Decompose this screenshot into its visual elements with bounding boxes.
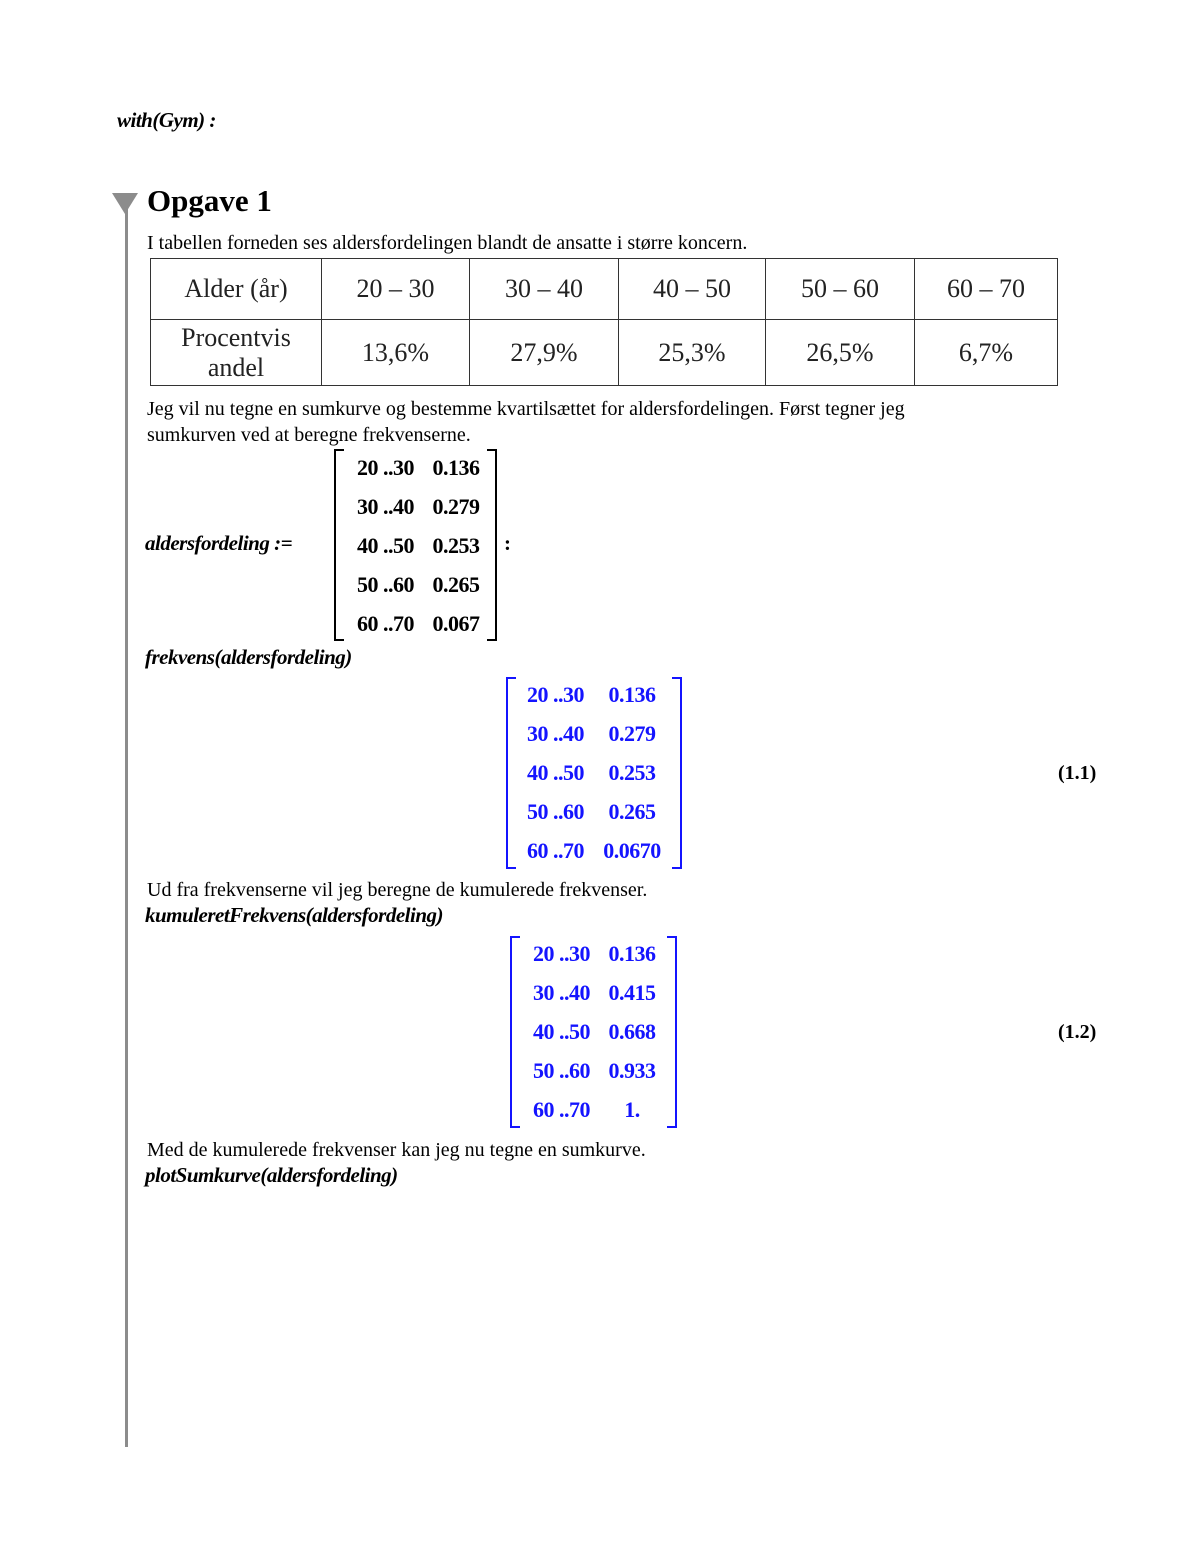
equation-label: (1.2) [1058,1021,1097,1043]
assignment-lhs[interactable]: aldersfordeling := [145,531,293,555]
assignment-terminator: : [504,531,511,555]
matrix-interval: 40 ..50 [527,760,584,785]
matrix-interval: 40 ..50 [357,533,414,558]
matrix-value: 0.253 [608,760,656,785]
matrix-interval: 60 ..70 [527,838,584,863]
matrix-value: 0.668 [608,1019,656,1044]
table-header-share-line2: andel [207,352,265,382]
table-cell-share: 27,9% [470,320,619,386]
matrix-value: 0.265 [432,572,480,597]
table-cell-share: 26,5% [766,320,915,386]
matrix-value: 0.415 [608,980,656,1005]
table-row-age [151,259,1058,320]
matrix-interval: 20 ..30 [533,941,590,966]
table-cell-range: 50 – 60 [766,259,915,320]
matrix-value: 0.136 [608,941,656,966]
input-matrix[interactable] [334,449,497,641]
frekvens-command[interactable]: frekvens(aldersfordeling) [145,645,352,669]
intro-text: I tabellen forneden ses aldersfordelingen blandt de ansatte i større koncern. [147,232,748,254]
output-matrix-kumuleret [510,936,677,1128]
matrix-interval: 20 ..30 [527,682,584,707]
section-title: Opgave 1 [147,183,272,218]
table-cell-share: 6,7% [915,320,1058,386]
paragraph-2: Ud fra frekvenserne vil jeg beregne de kumulerede frekvenser. [147,879,648,901]
matrix-interval: 20 ..30 [357,455,414,480]
matrix-interval: 30 ..40 [357,494,414,519]
table-header-age: Alder (år) [151,259,322,320]
equation-label: (1.1) [1058,762,1097,784]
table-cell-range: 30 – 40 [470,259,619,320]
paragraph-3: Med de kumulerede frekvenser kan jeg nu tegne en sumkurve. [147,1139,646,1161]
section-bracket-line [125,200,128,1447]
table-cell-share: 13,6% [322,320,470,386]
matrix-right-bracket [672,677,682,869]
matrix-value: 0.0670 [603,838,661,863]
table-cell-range: 20 – 30 [322,259,470,320]
matrix-right-bracket [667,936,677,1128]
matrix-interval: 40 ..50 [533,1019,590,1044]
matrix-value: 0.279 [608,721,656,746]
age-distribution-table [150,258,1058,386]
matrix-interval: 30 ..40 [527,721,584,746]
matrix-interval: 60 ..70 [357,611,414,636]
output-matrix-frekvens [506,677,682,869]
paragraph-1-line-1: Jeg vil nu tegne en sumkurve og bestemme kvartilsættet for aldersfordelingen. Først tegner jeg [147,398,905,420]
kumuleret-frekvens-command[interactable]: kumuleretFrekvens(aldersfordeling) [145,903,443,927]
matrix-interval: 50 ..60 [357,572,414,597]
with-gym-command[interactable]: with(Gym) : [117,108,216,132]
table-cell-range: 60 – 70 [915,259,1058,320]
table-cell-share: 25,3% [619,320,766,386]
paragraph-1-line-2: sumkurven ved at beregne frekvenserne. [147,424,471,446]
matrix-interval: 50 ..60 [533,1058,590,1083]
table-header-share-line1: Procentvis [181,322,291,352]
matrix-interval: 30 ..40 [533,980,590,1005]
table-row-share [151,320,1058,386]
matrix-value: 0.067 [432,611,480,636]
matrix-value: 0.265 [608,799,656,824]
plot-sumkurve-command[interactable]: plotSumkurve(aldersfordeling) [145,1163,398,1187]
matrix-value: 0.136 [432,455,480,480]
table-header-share [151,320,322,386]
matrix-value: 0.279 [432,494,480,519]
matrix-interval: 50 ..60 [527,799,584,824]
matrix-value: 1. [624,1097,640,1122]
matrix-value: 0.253 [432,533,480,558]
matrix-value: 0.933 [608,1058,656,1083]
matrix-value: 0.136 [608,682,656,707]
matrix-interval: 60 ..70 [533,1097,590,1122]
table-cell-range: 40 – 50 [619,259,766,320]
